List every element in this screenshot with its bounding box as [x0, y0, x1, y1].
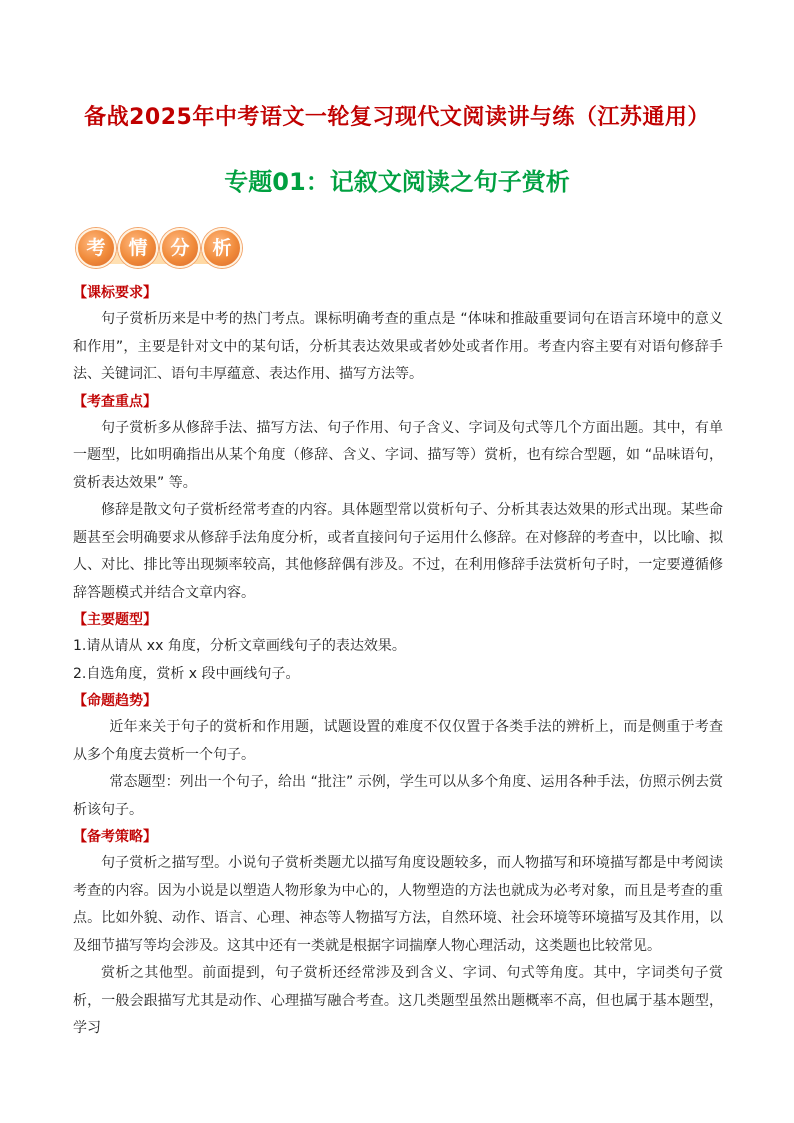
section-heading-qushi: 【命题趋势】: [73, 693, 157, 709]
badge-char-1: 考: [76, 228, 116, 268]
section-heading-tixing: 【主要题型】: [73, 612, 157, 628]
section-heading-kaocha: 【考查重点】: [73, 393, 157, 410]
qushi-paragraph-2: 常态题型：列出一个句子，给出 “批注” 示例，学生可以从多个角度、运用各种手法，仿照示例去赏析该句子。: [73, 774, 723, 818]
celue-paragraph-2: 赏析之其他型。前面提到，句子赏析还经常涉及到含义、字词、句式等角度。其中，字词类句子赏析，一般会跟描写尤其是动作、心理描写融合考查。这几类题型虽然出题概率不高，但也属于基本题型，学习: [73, 965, 723, 1036]
kaocha-paragraph-2: 修辞是散文句子赏析经常考查的内容。具体题型常以赏析句子、分析其表达效果的形式出现。某些命题甚至会明确要求从修辞手法角度分析，或者直接问句子运用什么修辞。在对修辞的考查中，以比喻、拟人、对比、排比等出现频率较高，其他修辞偶有涉及。不过，在利用修辞手法赏析句子时，一定要遵循修辞答题模式并结合文章内容。: [73, 502, 723, 601]
kaoqing-fenxi-badge: [74, 222, 234, 268]
kaocha-paragraph-1: 句子赏析多从修辞手法、描写方法、句子作用、句子含义、字词及句式等几个方面出题。其中，有单一题型，比如明确指出从某个角度（修辞、含义、字词、描写等）赏析，也有综合型题，如 “品味语句，赏析表达效果” 等。: [73, 419, 723, 491]
qushi-paragraph-1: 近年来关于句子的赏析和作用题，试题设置的难度不仅仅置于各类手法的辨析上，而是侧重于考查从多个角度去赏析一个句子。: [73, 719, 723, 763]
badge-char-3: 分: [160, 228, 200, 268]
section-heading-kebiao: 【课标要求】: [73, 285, 157, 301]
section-heading-celue: 【备考策略】: [73, 829, 157, 845]
sub-title: 专题01：记叙文阅读之句子赏析: [224, 168, 570, 196]
tixing-item-2: 2.自选角度，赏析 x 段中画线句子。: [73, 665, 300, 682]
main-title: 备战2025年中考语文一轮复习现代文阅读讲与练（江苏通用）: [84, 105, 710, 130]
kebiao-paragraph-1: 句子赏析历来是中考的热门考点。课标明确考查的重点是 “体味和推敲重要词句在语言环境中的意义和作用”，主要是针对文中的某句话，分析其表达效果或者妙处或者作用。考查内容主要有对语句修辞手法、关键词汇、语句丰厚蕴意、表达作用、描写方法等。: [73, 311, 723, 382]
tixing-item-1: 1.请从请从 xx 角度，分析文章画线句子的表达效果。: [73, 638, 406, 654]
badge-char-4: 析: [202, 228, 242, 268]
document-body: [73, 280, 723, 1043]
celue-paragraph-1: 句子赏析之描写型。小说句子赏析类题尤以描写角度设题较多，而人物描写和环境描写都是中考阅读考查的内容。因为小说是以塑造人物形象为中心的，人物塑造的方法也就成为必考对象，而且是考查的重点。比如外貌、动作、语言、心理、神态等人物描写方法，自然环境、社会环境等环境描写及其作用，以及细节描写等均会涉及。这其中还有一类就是根据字词揣摩人物心理活动，这类题也比较常见。: [73, 855, 723, 954]
badge-char-2: 情: [118, 228, 158, 268]
